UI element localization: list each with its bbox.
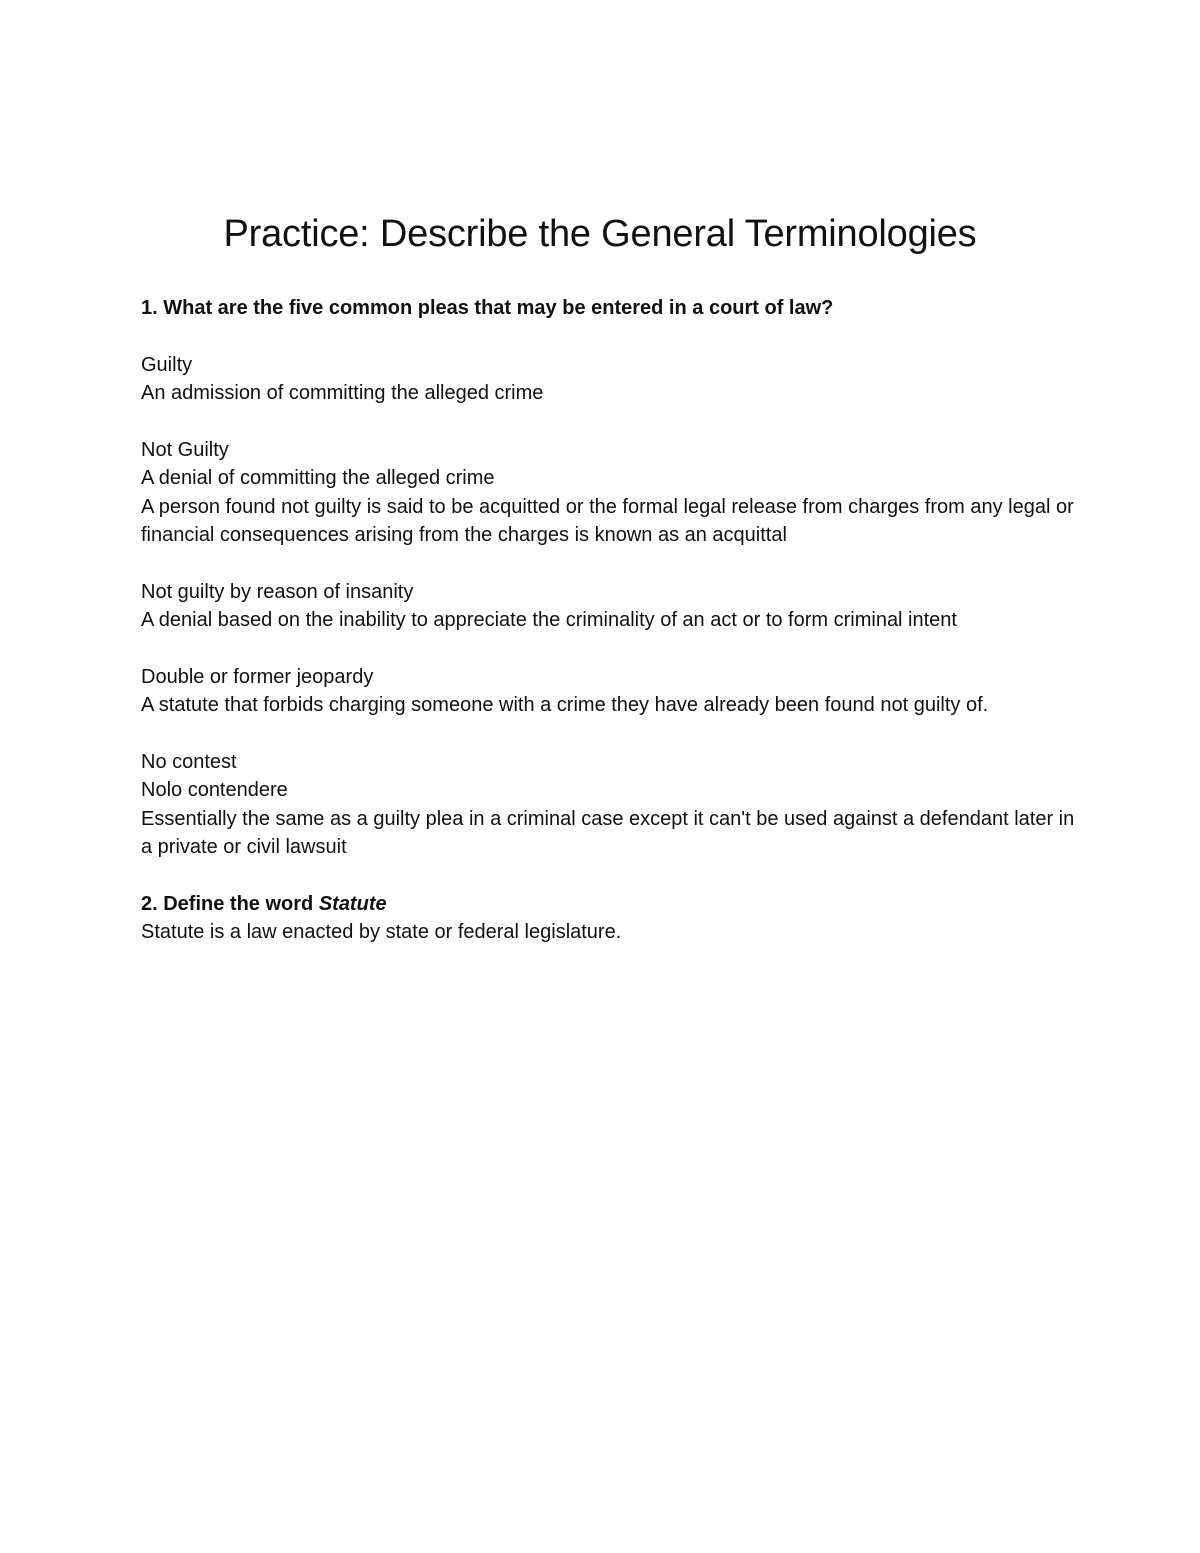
plea-name: Not Guilty	[141, 438, 229, 461]
plea-name: Not guilty by reason of insanity	[141, 580, 414, 603]
plea-description: Essentially the same as a guilty plea in a criminal case except it can't be used against a defendant later in a private or civil lawsuit	[141, 807, 1075, 858]
question-1: 1. What are the five common pleas that may be entered in a court of law?	[141, 297, 834, 319]
question-2-prefix: 2. Define the word	[141, 892, 319, 915]
plea-not-guilty	[141, 436, 1081, 550]
plea-description: A person found not guilty is said to be acquitted or the formal legal release from charges from any legal or financial consequences arising from the charges is known as an acquittal	[141, 495, 1074, 546]
question-2-answer: Statute is a law enacted by state or federal legislature.	[141, 921, 622, 943]
spacer	[141, 323, 1081, 351]
plea-no-contest	[141, 748, 1081, 862]
plea-name: Double or former jeopardy	[141, 665, 374, 688]
page-title: Practice: Describe the General Terminologies	[223, 213, 977, 255]
spacer	[141, 408, 1081, 436]
spacer	[141, 550, 1081, 578]
plea-description: A statute that forbids charging someone with a crime they have already been found not guilty of.	[141, 694, 989, 716]
plea-name: Guilty	[141, 353, 193, 376]
document-body	[141, 294, 1081, 947]
plea-description: Nolo contendere	[141, 779, 288, 801]
spacer	[141, 720, 1081, 748]
plea-double-jeopardy	[141, 663, 1081, 720]
question-2-term: Statute	[318, 892, 387, 915]
spacer	[141, 635, 1081, 663]
plea-name: No contest	[141, 750, 237, 773]
question-2	[141, 890, 1081, 919]
plea-insanity	[141, 578, 1081, 635]
plea-description: A denial based on the inability to appreciate the criminality of an act or to form criminal intent	[141, 609, 957, 631]
plea-guilty	[141, 351, 1081, 408]
plea-description: An admission of committing the alleged crime	[141, 382, 544, 404]
plea-description: A denial of committing the alleged crime	[141, 467, 495, 489]
spacer	[141, 862, 1081, 890]
